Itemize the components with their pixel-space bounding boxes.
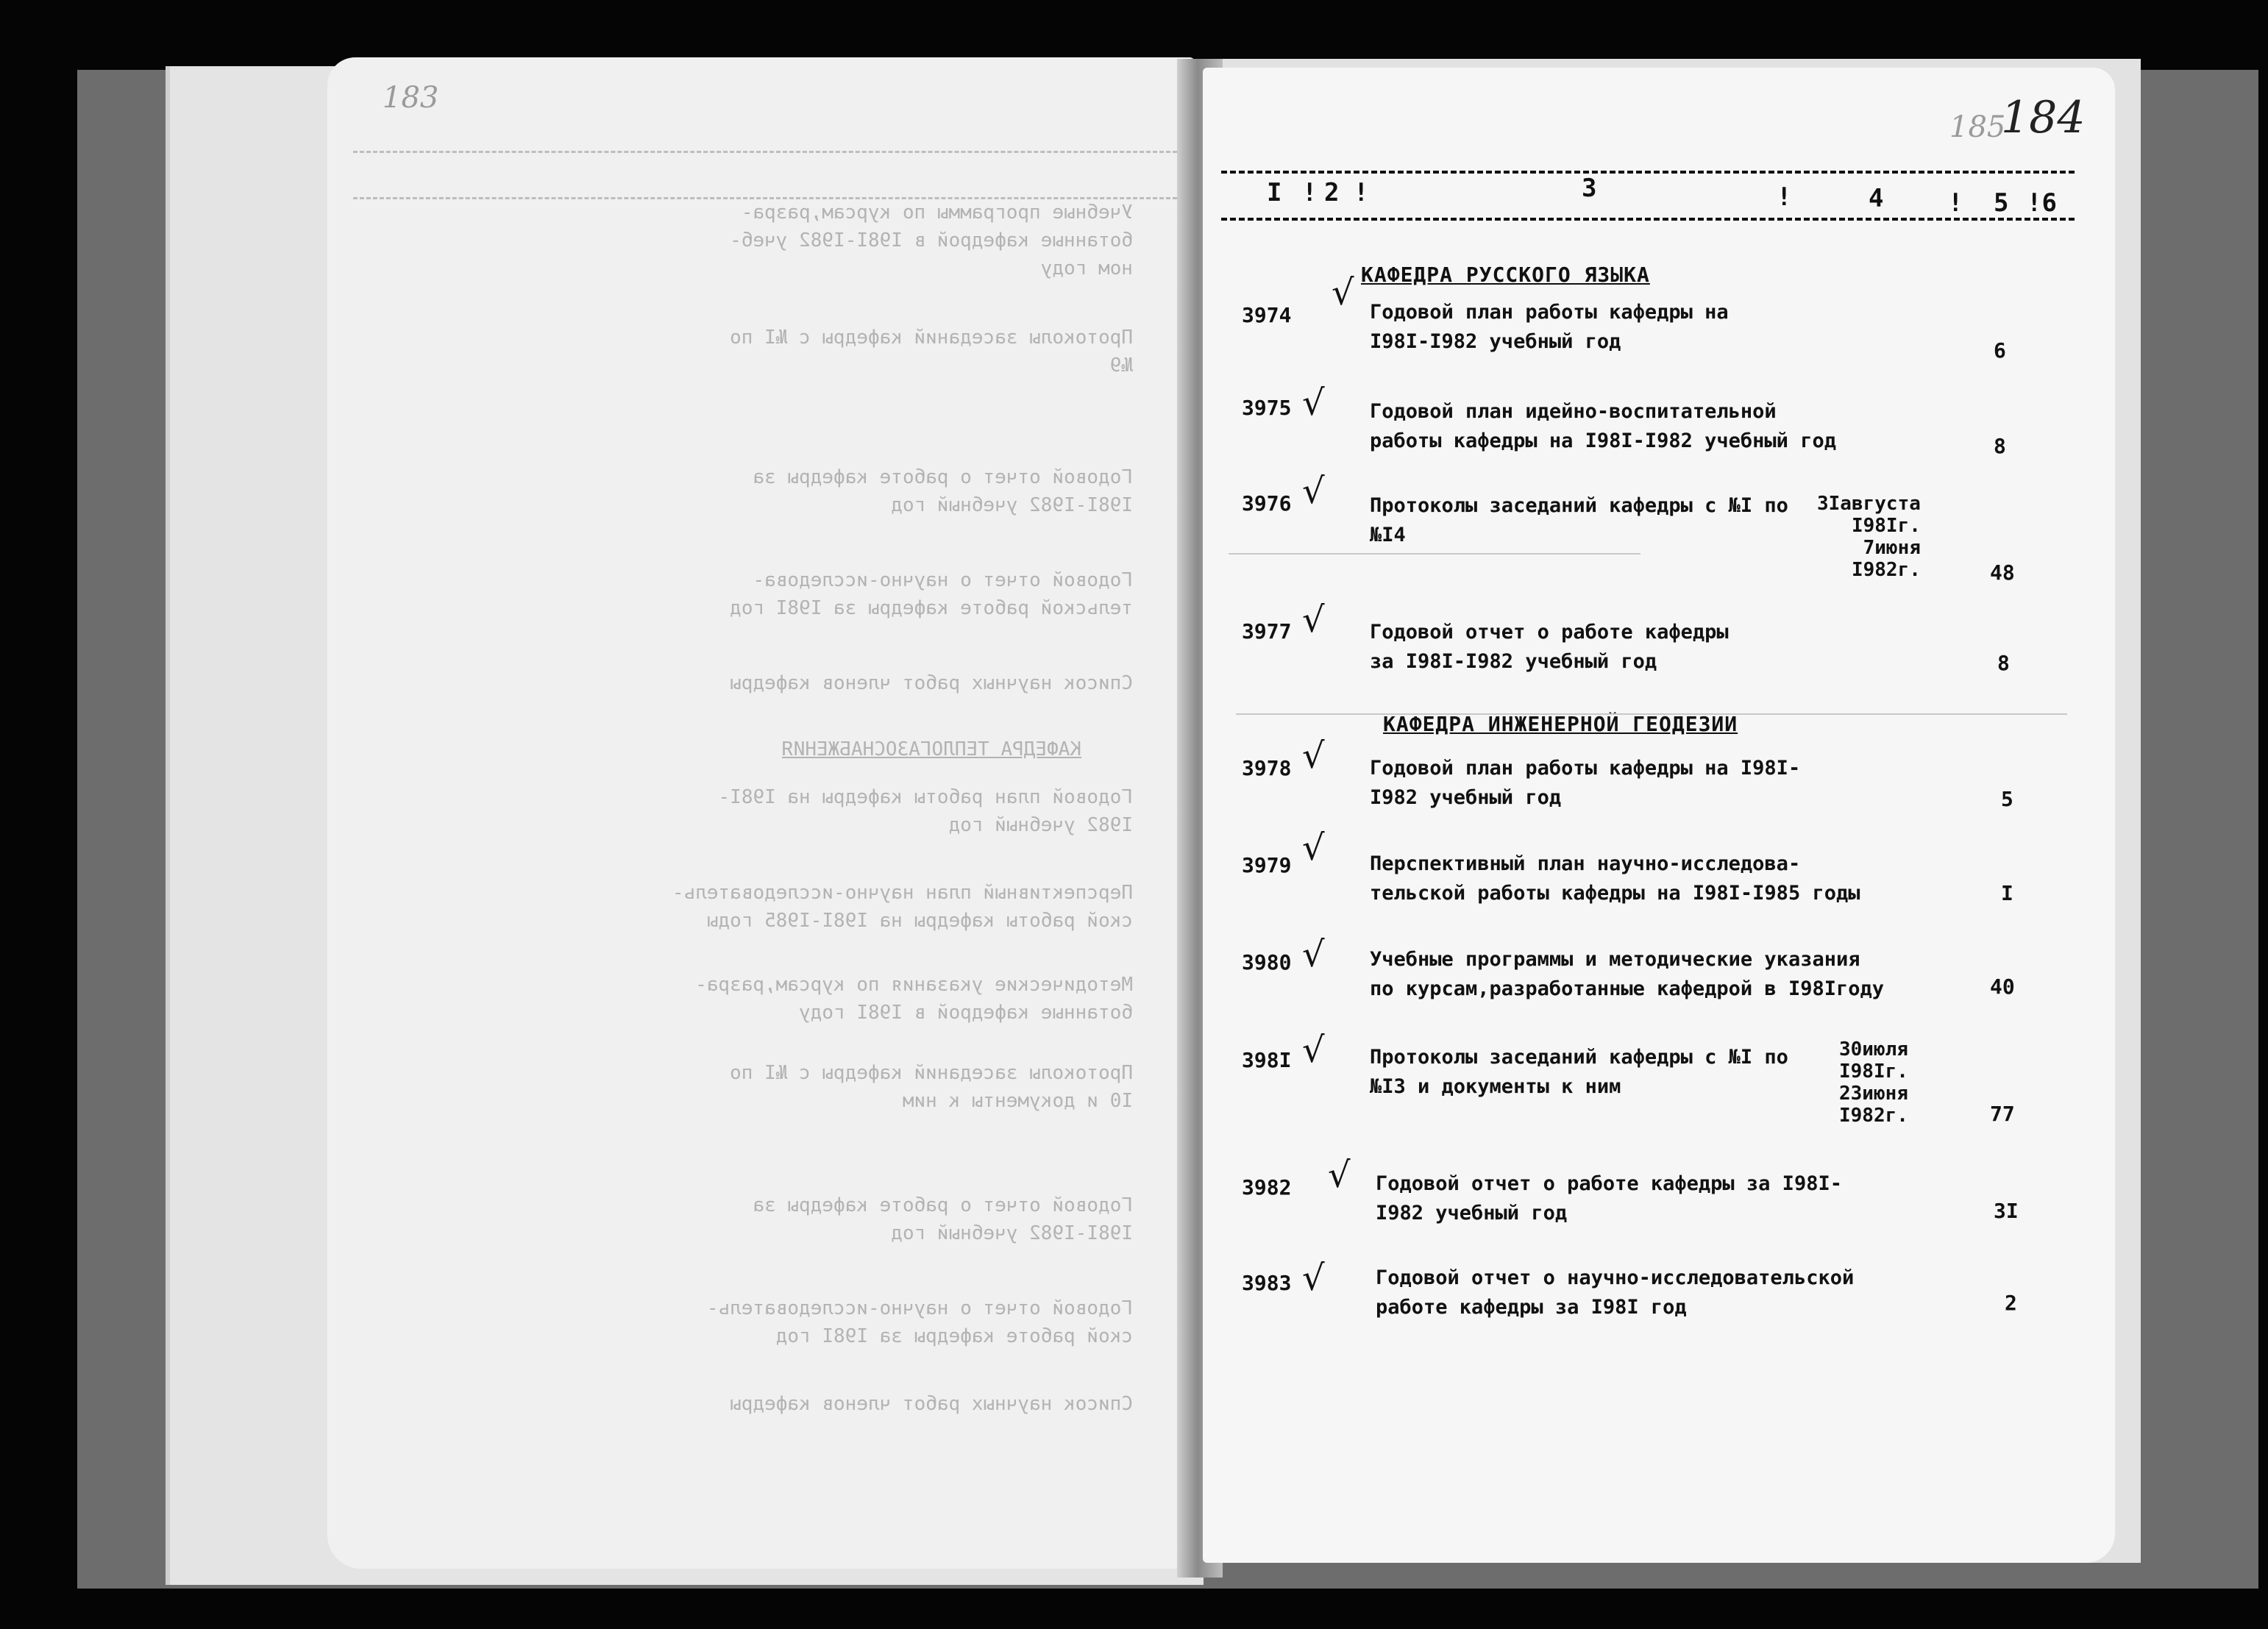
ghost-line: I98I-I982 учебный год: [891, 494, 1133, 516]
checkmark: √: [1302, 599, 1325, 641]
ghost-line: ской работы кафедры на I98I-I985 годы: [706, 910, 1133, 932]
ghost-line: ботанные кафедрой в I98I году: [799, 1002, 1133, 1024]
ghost-line: Годовой отчет о научно-исследова-: [753, 569, 1133, 591]
ghost-line: ботанные кафедрой в I98I-I982 учеб-: [730, 229, 1133, 252]
entry-pages: 40: [1990, 974, 2015, 999]
ghost-line: тельской работе кафедры за I98I год: [730, 597, 1133, 619]
ghost-line: Перспективный план научно-исследователь-: [672, 882, 1133, 904]
entry-pages: 5: [2001, 787, 2013, 811]
entry-pages: 6: [1994, 338, 2006, 363]
entry-number: 3983: [1242, 1271, 1292, 1295]
checkmark: √: [1302, 735, 1325, 777]
header-bottom-line: [1221, 218, 2075, 221]
checkmark: √: [1302, 1030, 1325, 1071]
checkmark: √: [1302, 827, 1325, 869]
entry-date-range: 3Iавгуста I98Iг. 7июня I982г.: [1817, 493, 1921, 581]
ghost-line: I0 и документы к ним: [902, 1090, 1133, 1112]
entry-title: Перспективный план научно-исследова- тельской работы кафедры на I98I-I985 годы: [1370, 852, 1860, 905]
entry-pages: 77: [1990, 1102, 2015, 1126]
entry-title: Протоколы заседаний кафедры с №I по №I3 и документы к ним: [1370, 1046, 1788, 1098]
ghost-line: Методические указания по курсам,разра-: [695, 974, 1133, 996]
entry-number: 398I: [1242, 1048, 1292, 1072]
entry-date-range: 30июля I98Iг. 23июня I982г.: [1839, 1038, 1908, 1127]
entry-number: 3976: [1242, 491, 1292, 516]
entry-number: 3975: [1242, 396, 1292, 420]
column-header-cell: 5: [1994, 188, 2009, 218]
column-header-cell: 3: [1582, 174, 1597, 203]
column-header-cell: !: [1777, 182, 1792, 212]
section-title-russian-language: КАФЕДРА РУССКОГО ЯЗЫКА: [1361, 263, 1650, 287]
entry-title: Годовой отчет о научно-исследовательской работе кафедры за I98I год: [1376, 1266, 1855, 1319]
old-folio-number: 185: [1949, 110, 2006, 144]
entry-number: 3982: [1242, 1175, 1292, 1200]
left-page-ghost-text: [353, 184, 1177, 1464]
ghost-line: Протоколы заседаний кафедры с №I по: [730, 1062, 1133, 1084]
ghost-line: I98I-I982 учебный год: [891, 1222, 1133, 1244]
ghost-line: Список научных работ членов кафедры: [730, 1393, 1133, 1415]
ghost-line: №9: [1109, 354, 1133, 377]
entry-title: Годовой отчет о работе кафедры за I98I- I982 учебный год: [1376, 1172, 1842, 1225]
ghost-line: КАФЕДРА ТЕПЛОГАЗОСНАБЖЕНИЯ: [782, 738, 1081, 760]
entry-number: 3978: [1242, 756, 1292, 780]
checkmark: √: [1332, 272, 1354, 313]
checkmark: √: [1302, 382, 1325, 424]
faint-rule: [1229, 553, 1640, 555]
entry-title: Годовой отчет о работе кафедры за I98I-I982 учебный год: [1370, 621, 1729, 673]
entry-title: Протоколы заседаний кафедры с №I по №I4: [1370, 494, 1788, 546]
checkmark: √: [1302, 1258, 1325, 1299]
checkmark: √: [1328, 1155, 1351, 1196]
ghost-line: Годовой план работы кафедры на I98I-: [718, 786, 1133, 808]
column-header-cell: !: [1302, 178, 1318, 207]
column-header-cell: 2: [1324, 178, 1340, 207]
folio-number: 184: [2001, 92, 2086, 143]
ghost-line: Годовой отчет о научно-исследователь-: [706, 1297, 1133, 1319]
faint-rule: [1236, 713, 2067, 715]
ghost-line: I982 учебный год: [948, 814, 1133, 836]
column-header-cell: I: [1267, 178, 1282, 207]
column-header-cell: !: [1948, 188, 1963, 218]
checkmark: √: [1302, 471, 1325, 512]
entry-number: 3980: [1242, 950, 1292, 974]
entry-pages: 8: [1997, 651, 2010, 675]
ghost-line: Учебные программы по курсам,разра-: [741, 202, 1133, 224]
entry-title: Годовой план работы кафедры на I98I-I982 учебный год: [1370, 301, 1729, 353]
ghost-line: ном году: [1040, 257, 1133, 279]
ghost-line: ской работе кафедры за I98I год: [775, 1325, 1133, 1347]
entry-pages: 48: [1990, 560, 2015, 585]
entry-pages: I: [2001, 881, 2013, 905]
column-header-cell: 4: [1869, 184, 1884, 213]
ghost-line: Годовой отчет о работе кафедры за: [753, 466, 1133, 488]
ghost-line: Протоколы заседаний кафедры с №I по: [730, 327, 1133, 349]
section-title-engineering-geodesy: КАФЕДРА ИНЖЕНЕРНОЙ ГЕОДЕЗИИ: [1383, 712, 1738, 736]
entry-number: 3979: [1242, 853, 1292, 877]
ghost-line: Список научных работ членов кафедры: [730, 672, 1133, 694]
column-header-cell: !6: [2027, 188, 2057, 218]
column-header-cell: !: [1354, 178, 1369, 207]
entry-title: Годовой план работы кафедры на I98I- I982 учебный год: [1370, 757, 1801, 809]
checkmark: √: [1302, 934, 1325, 975]
entry-number: 3977: [1242, 619, 1292, 644]
header-top-line: [1221, 171, 2075, 174]
entry-title: Годовой план идейно-воспитательной работы кафедры на I98I-I982 учебный год: [1370, 400, 1836, 452]
ghost-line: Годовой отчет о работе кафедры за: [753, 1194, 1133, 1216]
entry-pages: 8: [1994, 434, 2006, 458]
entry-pages: 2: [2005, 1291, 2017, 1315]
entry-number: 3974: [1242, 303, 1292, 327]
entry-title: Учебные программы и методические указания по курсам,разработанные кафедрой в I98Iгоду: [1370, 948, 1884, 1000]
left-page-folio: 183: [383, 81, 439, 115]
entry-pages: 3I: [1994, 1199, 2019, 1223]
